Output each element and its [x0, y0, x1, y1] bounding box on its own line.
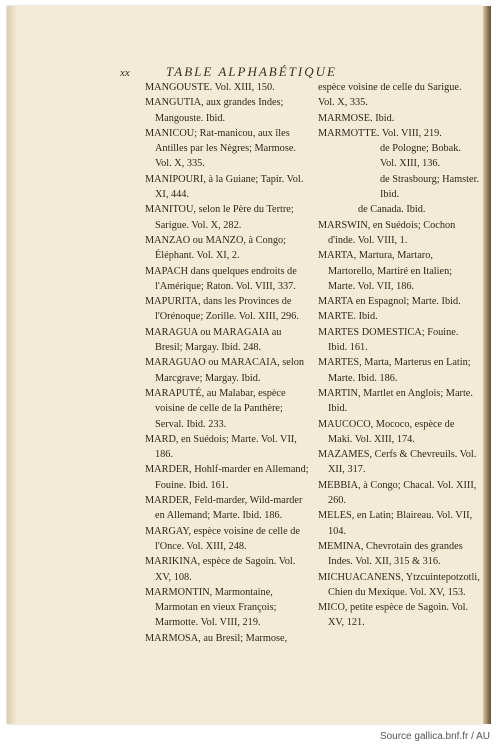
index-entry: MARGAY, espèce voisine de celle de l'Once. Vol. XIII, 248. — [145, 525, 300, 552]
index-entry: MARAGUA ou MARAGAIA au Bresil; Margay. Ibid. 248. — [145, 326, 282, 354]
page-gutter-shadow — [7, 6, 17, 724]
index-entry: MARMOTTE. Vol. VIII, 219. — [318, 127, 442, 139]
index-entry: MEMINA, Chevrotain des grandes Indes. Vol. XII, 315 & 316. — [318, 540, 463, 568]
index-entry: MANGUTIA, aux grandes Indes; Mangouste. Ibid. — [145, 97, 284, 124]
index-entry: MAPACH dans quelques endroits de l'Amérique; Raton. Vol. VIII, 337. — [145, 265, 297, 292]
left-column — [145, 80, 310, 646]
index-entry: MARMOSE. Ibid. — [318, 112, 395, 124]
index-entry: MICO, petite espèce de Sagoin. Vol. XV, 121. — [318, 602, 469, 629]
index-entry: MARDER, Feld-marder, Wild-marder en Allemand; Marte. Ibid. 186. — [145, 495, 303, 522]
index-entry: MANITOU, selon le Père du Tertre; Sarigue. Vol. X, 282. — [145, 204, 294, 231]
index-entry: MARTES, Marta, Marterus en Latin; Marte. Ibid. 186. — [318, 357, 471, 384]
page-number: xx — [120, 67, 130, 79]
index-entry: MANZAO ou MANZO, à Congo; Éléphant. Vol. XI, 2. — [145, 234, 287, 262]
index-entry: MARTA, Martura, Martaro, Martorello, Martiré en Italien; Marte. Vol. VII, 186. — [318, 250, 453, 292]
index-entry: espèce voisine de celle du Sarigue. Vol. X, 335. — [318, 82, 462, 109]
index-subentry: de Strasbourg; Hamster. Ibid. — [380, 173, 480, 201]
source-credit: Source gallica.bnf.fr / AU — [379, 731, 490, 742]
index-entry: MARTA en Espagnol; Marte. Ibid. — [318, 296, 461, 308]
index-entry: MANGOUSTE. Vol. XIII, 150. — [145, 82, 275, 93]
index-entry: MARD, en Suédois; Marte. Vol. VII, 186. — [145, 433, 297, 461]
index-entry: MARIKINA, espèce de Sagoin. Vol. XV, 108. — [145, 556, 296, 583]
index-entry: MELES, en Latin; Blaireau. Vol. VII, 104. — [318, 510, 473, 537]
index-subentry: de Canada. Ibid. — [358, 204, 426, 216]
index-entry: MARAPUTÉ, au Malabar, espèce voisine de celle de la Panthère; Serval. Ibid. 233. — [145, 387, 286, 430]
page-header — [120, 64, 420, 80]
index-entry: MAPURITA, dans les Provinces de l'Orénoque; Zorille. Vol. XIII, 296. — [145, 296, 299, 323]
index-entry: MARTES DOMESTICA; Fouine. Ibid. 161. — [318, 326, 459, 354]
index-entry: MARAGUAO ou MARACAIA, selon Marcgrave; Margay. Ibid. — [145, 357, 305, 384]
index-entry: MARMOSA, au Bresil; Marmose, — [145, 632, 288, 644]
running-title: TABLE ALPHABÉTIQUE — [166, 64, 337, 79]
index-entry: MANIPOURI, à la Guiane; Tapir. Vol. XI, 444. — [145, 173, 304, 201]
index-entry: MAUCOCO, Mococo, espèce de Maki. Vol. XIII, 174. — [318, 418, 455, 445]
index-entry: MARDER, Hohlf-marder en Allemand; Fouine. Ibid. 161. — [145, 464, 309, 491]
index-entry: MANICOU; Rat-manicou, aux îles Antilles par les Nègres; Marmose. Vol. X, 335. — [145, 127, 296, 170]
right-column — [318, 80, 480, 631]
index-entry: MARMONTIN, Marmontaine, Marmotan en vieux François; Marmotte. Vol. VIII, 219. — [145, 586, 277, 629]
index-entry: MARTIN, Martlet en Anglois; Marte. Ibid. — [318, 387, 473, 415]
index-entry: MARTE. Ibid. — [318, 311, 378, 323]
index-subentry: de Pologne; Bobak. Vol. XIII, 136. — [380, 143, 461, 170]
index-entry: MARSWIN, en Suédois; Cochon d'inde. Vol. VIII, 1. — [318, 219, 456, 246]
page-edge-shadow — [483, 6, 491, 724]
index-entry: MICHUACANENS, Ytzcuintepotzotli, Chien du Mexique. Vol. XV, 153. — [318, 571, 480, 598]
index-entry: MAZAMES, Cerfs & Chevreuils. Vol. XII, 317. — [318, 449, 477, 476]
index-entry: MEBBIA, à Congo; Chacal. Vol. XIII, 260. — [318, 479, 477, 507]
